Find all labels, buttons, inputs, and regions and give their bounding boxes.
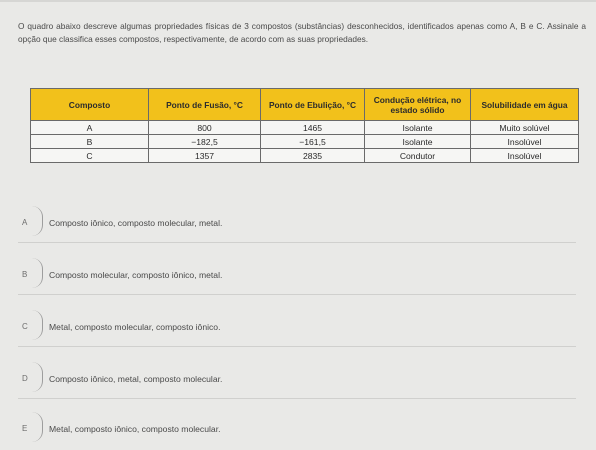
option-letter: D bbox=[22, 374, 28, 383]
table-header-row bbox=[31, 89, 579, 121]
cell-solubilidade: Insolúvel bbox=[471, 149, 579, 163]
header-conducao: Condução elétrica, no estado sólido bbox=[365, 89, 471, 121]
option-divider bbox=[18, 346, 576, 347]
cell-fusao: 1357 bbox=[149, 149, 261, 163]
option-e[interactable] bbox=[0, 414, 596, 450]
cell-conducao: Isolante bbox=[365, 135, 471, 149]
option-text: Metal, composto molecular, composto iônico. bbox=[49, 322, 221, 332]
question-text: O quadro abaixo descreve algumas propriedades físicas de 3 compostos (substâncias) desconhecidos, identificados apenas como A, B e C. Assinale a opção que classifica esses compostos, respectivamente, de acordo com as suas propriedades. bbox=[18, 21, 586, 44]
option-letter: C bbox=[22, 322, 28, 331]
cell-ebulicao: −161,5 bbox=[261, 135, 365, 149]
cell-fusao: 800 bbox=[149, 121, 261, 135]
header-composto: Composto bbox=[31, 89, 149, 121]
option-divider bbox=[18, 242, 576, 243]
option-bracket bbox=[32, 362, 43, 392]
option-c[interactable] bbox=[0, 312, 596, 348]
option-letter: B bbox=[22, 270, 28, 279]
option-letter: A bbox=[22, 218, 28, 227]
cell-composto: C bbox=[31, 149, 149, 163]
properties-table bbox=[30, 88, 579, 163]
cell-fusao: −182,5 bbox=[149, 135, 261, 149]
option-b[interactable] bbox=[0, 260, 596, 296]
option-divider bbox=[18, 294, 576, 295]
option-divider bbox=[18, 398, 576, 399]
header-solubilidade: Solubilidade em água bbox=[471, 89, 579, 121]
cell-ebulicao: 2835 bbox=[261, 149, 365, 163]
table-row bbox=[31, 135, 579, 149]
option-bracket bbox=[32, 206, 43, 236]
option-bracket bbox=[32, 258, 43, 288]
cell-solubilidade: Muito solúvel bbox=[471, 121, 579, 135]
cell-ebulicao: 1465 bbox=[261, 121, 365, 135]
cell-conducao: Isolante bbox=[365, 121, 471, 135]
cell-composto: B bbox=[31, 135, 149, 149]
option-bracket bbox=[32, 310, 43, 340]
cell-composto: A bbox=[31, 121, 149, 135]
header-ponto-ebulicao: Ponto de Ebulição, °C bbox=[261, 89, 365, 121]
option-text: Composto iônico, composto molecular, metal. bbox=[49, 218, 223, 228]
top-divider bbox=[0, 0, 596, 2]
option-d[interactable] bbox=[0, 364, 596, 400]
option-a[interactable] bbox=[0, 208, 596, 244]
table-row bbox=[31, 121, 579, 135]
option-letter: E bbox=[22, 424, 28, 433]
option-text: Composto iônico, metal, composto molecular. bbox=[49, 374, 223, 384]
cell-solubilidade: Insolúvel bbox=[471, 135, 579, 149]
option-bracket bbox=[32, 412, 43, 442]
option-text: Composto molecular, composto iônico, metal. bbox=[49, 270, 223, 280]
option-text: Metal, composto iônico, composto molecular. bbox=[49, 424, 221, 434]
cell-conducao: Condutor bbox=[365, 149, 471, 163]
header-ponto-fusao: Ponto de Fusão, °C bbox=[149, 89, 261, 121]
table-row bbox=[31, 149, 579, 163]
